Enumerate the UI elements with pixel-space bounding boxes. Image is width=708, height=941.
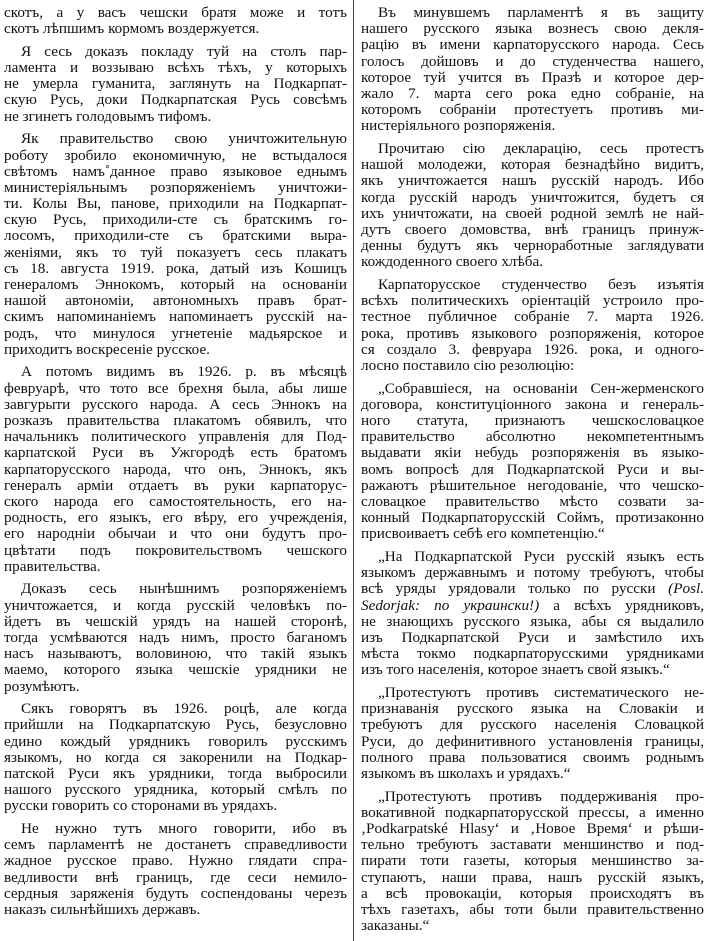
text-line: рока, противъ языкового розпоряженія, которое (361, 324, 704, 342)
paragraph (4, 701, 347, 814)
paragraph (361, 685, 704, 782)
text-line: тогда усмѣваются надъ нимъ, просто баганомъ (4, 628, 347, 646)
text-line: полного права пользоватися своимъ роднымъ (361, 748, 704, 766)
text-segment: а всѣхъ урядниковъ, (539, 596, 704, 614)
text-line: нашего русского языка вознесъ свою декля- (361, 20, 704, 38)
text-line: Сякъ говорятъ въ 1926. роцѣ, але когда (21, 700, 347, 718)
text-line: ражаютъ рѣшительное негодованіе, что чешско- (361, 476, 704, 494)
text-line: ского народа его самостоятельность, его на- (4, 492, 347, 510)
text-line: пирати тоти газеты, которыя меншинство за- (361, 852, 704, 870)
text-line: ти. Колы Вы, панове, приходили на Подкарпат- (4, 195, 347, 213)
text-line: нашой автономіи, автономныхъ правъ брат- (4, 292, 347, 310)
text-line: мѣста токмо подкарпаторусскими урядниками (361, 645, 704, 663)
paragraph (4, 131, 347, 358)
text-line: изъ того населенія, которое знаетъ свой языкъ.“ (361, 661, 670, 679)
text-line: „Протестуютъ противъ систематического не- (378, 684, 704, 701)
paragraph (361, 277, 704, 374)
text-line: не згинетъ голодовымъ тифомъ. (4, 107, 212, 125)
text-line: Руси, до дефинитивного установленія границы, (361, 732, 704, 750)
text-line: свѣтомъ намъ˚данное право языковое еднымъ (4, 162, 347, 180)
italic-interjection: (Posl. (668, 580, 704, 598)
text-line: Не нужно тутъ много говорити, ибо въ (21, 820, 347, 837)
text-line: завгурыти русского народа. А сесь Эннокъ на (4, 395, 347, 413)
text-line: выдавати якіи небудь розпоряженія въ языко- (361, 444, 704, 462)
paragraph (4, 5, 347, 37)
paragraph (361, 549, 704, 679)
text-line: ся создало 3. февруара 1926. рока, и одного- (361, 340, 704, 358)
text-line: приходитъ воскресеніе русское. (4, 340, 210, 358)
text-line: генераломъ Эннокомъ, который на основаніи (4, 276, 347, 293)
text-line: начальникъ политического управленія для Под- (4, 428, 347, 446)
text-line: Прочитаю сію декларацію, сесь протестъ (378, 140, 704, 157)
text-line: правительство абсолютно некомпетентнымъ (361, 428, 704, 446)
text-line: патской Руси якъ урядники, тогда выбросили (4, 764, 347, 782)
text-line: жадное русское право. Нужно глядати спра- (4, 852, 347, 870)
paragraph (4, 364, 347, 574)
text-line: языкомъ державнымъ и потому требуютъ, чтобы (361, 564, 704, 582)
paragraph (4, 821, 347, 918)
text-line: насъ называютъ, воловиною, что такій языкъ (4, 645, 347, 663)
text-line: скотъ лѣпшимъ кормомъ воздержуется. (4, 20, 260, 38)
text-line: ‚Podkarpatské Hlasy‘ и ‚Новое Время‘ и рѣши- (361, 820, 704, 837)
right-column (361, 5, 704, 941)
text-line: требуютъ для русского населенія Словацкой (361, 716, 704, 734)
text-line: „Собравшіеся, на основаніи Сен-жерменского (378, 379, 704, 397)
text-line: Доказъ сесь нынѣшнимъ розпоряженіемъ (21, 580, 347, 598)
left-column (4, 5, 347, 925)
text-line: которое туй учится въ Празѣ и которое дер- (361, 68, 704, 86)
paragraph (361, 141, 704, 271)
text-line: Въ минувшемъ парламентѣ я въ защиту (378, 4, 704, 21)
text-line: ихъ уничтожати, на своей родной землѣ не най- (361, 204, 704, 222)
text-line: сердныя заряженія будуть соспендованы черезъ (4, 884, 347, 902)
text-line: родъ, что минулося угнетеніе мадьярское и (4, 324, 347, 342)
text-line: родность, его языкъ, его вѣру, его учрежденія, (4, 509, 347, 527)
text-line (361, 598, 704, 614)
text-line: Як правительство свою уничтожительную (21, 130, 347, 148)
text-line: лосно поставило сію резолюцію: (361, 356, 575, 374)
text-line: нашого русского урядника, который смѣлъ по (4, 781, 347, 799)
text-line: едино кождый урядникъ говорилъ русскимъ (4, 732, 347, 750)
text-line: скимъ напоминаніемъ напоминаетъ русскій на- (4, 308, 347, 326)
text-line: жало 7. марта сего рока едно собраніе, на (361, 84, 704, 102)
text-line: йдетъ въ чешскій урядъ на нашей сторонѣ, (4, 612, 347, 630)
text-line: присвоиваетъ себѣ его компетенцію.“ (361, 525, 605, 543)
text-line: языкомъ, но когда ся закоренили на Подкар- (4, 748, 347, 766)
text-line: Карпаторусское студенчество безъ изъятія (378, 276, 704, 293)
text-line: лосомъ, приходили-сте съ братскими выра- (4, 227, 347, 245)
text-line: всѣхъ политическихъ оріентацій устроило про- (361, 292, 704, 310)
text-line: не умерла гуманита, заглянуть на Подкарпат- (4, 75, 347, 93)
text-line: рацію въ имени карпаторусского народа. Сесь (361, 36, 704, 54)
paragraph (361, 381, 704, 543)
text-line: нистеріяльного розпоряженія. (361, 117, 556, 135)
text-line: розумѣютъ. (4, 677, 80, 695)
text-line: ведливости внѣ границъ, где сеси немило- (4, 868, 347, 886)
text-line: ного статута, признаютъ чешскословацкое (361, 412, 704, 429)
column-divider (353, 0, 354, 941)
text-line: прийшли на Подкарпатскую Русь, безусловно (4, 716, 347, 734)
text-line: его народніи обычаи и что они будутъ про- (4, 525, 347, 543)
text-segment: всѣ уряды урядовали только по русски (361, 580, 669, 598)
text-line: дутъ своего домовства, внѣ границъ принуж- (361, 220, 704, 238)
text-line: генералъ арміи отдаетъ въ руки карпаторус- (4, 476, 347, 494)
text-line: словацкое правительство мѣсто созвати за- (361, 492, 704, 510)
text-line: розказъ правительства плакатомъ обявилъ, что (4, 412, 347, 429)
text-line: заказаны.“ (361, 917, 430, 935)
text-line: когда русскій народъ уничтожится, будетъ ся (361, 188, 704, 206)
text-line: семъ парламентѣ не достанетъ справедливости (4, 836, 347, 854)
text-line: вомъ вопросѣ для Подкарпатской Руси и вы- (361, 460, 704, 478)
text-line: скотъ, а у васъ чешски братя може и тотъ (4, 4, 347, 21)
text-line: скую Русь, доки Подкарпатская Русь совсѣмъ (4, 91, 347, 109)
text-line: роботу зробило економичную, не встыдалося (4, 146, 347, 164)
text-line: договора, конституціонного закона и генераль- (361, 395, 704, 413)
text-line: карпатской Руси въ Ужгородѣ есть братомъ (4, 444, 347, 462)
text-line: тѣхъ газетахъ, абы тоти были правительственно (361, 900, 704, 918)
text-line: февруарѣ, что тото все брехня была, абы лише (4, 379, 347, 397)
text-line: кождоденного своего хлѣба. (361, 253, 544, 271)
text-line: денны будутъ якъ черноработные заглядувати (361, 237, 704, 255)
text-line: тельно требуютъ заставати меншинство и под- (361, 836, 704, 854)
text-line: „Протестуютъ противъ поддерживанія про- (378, 787, 704, 805)
text-line: министеріяльнымъ розпоряженіемъ уничтожи- (4, 178, 347, 196)
text-line: женіями, якъ то туй показуетъ сесь плакатъ (4, 243, 347, 261)
text-line: изъ Подкарпатской Руси и замѣстило ихъ (361, 628, 704, 646)
text-line: Я сесь доказъ покладу туй на столъ пар- (21, 42, 347, 60)
text-line: ступаютъ, наши права, нашъ русскій языкъ, (361, 868, 704, 886)
text-line: карпаторусского народа, что онъ, Эннокъ, якъ (4, 460, 347, 478)
paragraph (361, 789, 704, 935)
text-line: ламента и воззываю всѣхъ тѣхъ, у которыхъ (4, 59, 347, 77)
text-line: съ 18. августа 1919. рока, датый изъ Кошицъ (4, 259, 347, 277)
text-line: конный Подкарпаторусскій Соймъ, протизаконно (361, 509, 704, 527)
text-line: признаванія русского языка на Словакіи и (361, 700, 704, 718)
text-line: наказъ сильнѣйшихъ державъ. (4, 900, 201, 918)
text-line: нашой молодежи, которая безнадѣйно видитъ, (361, 156, 704, 174)
text-line (361, 581, 704, 597)
text-line: „На Подкарпатской Руси русскій языкъ есть (378, 548, 704, 565)
text-line: скую Русь, приходили-сте съ братскимъ го- (4, 211, 347, 229)
text-line: уничтожается, и когда русскій человѣкъ по- (4, 596, 347, 614)
text-line: А потомъ видимъ въ 1926. р. въ мѣсяцѣ (21, 363, 347, 381)
paragraph (4, 581, 347, 694)
text-line: якъ уничтожается нашъ русскій народъ. Ибо (361, 172, 704, 190)
text-line: русски говорить со сторонами въ урядахъ. (4, 797, 278, 815)
italic-interjection: Sedorjak: по украински!) (361, 596, 540, 614)
text-line: правительства. (4, 557, 101, 575)
text-line: а всѣ провокаціи, которыя происходятъ въ (361, 884, 704, 902)
text-line: голосъ дойшовъ и до студенчества нашего, (361, 52, 704, 70)
text-line: языкомъ въ школахъ и урядахъ.“ (361, 764, 571, 782)
text-line: вокативной подкарпаторусской прессы, а именно (361, 803, 704, 821)
text-line: не знающихъ русского языка, абы ся выдалило (361, 612, 704, 630)
paragraph (4, 44, 347, 125)
text-line: цвѣтати подъ покровительствомъ чешского (4, 541, 347, 559)
text-line: маемо, которого языка чешскіе урядники не (4, 661, 347, 679)
paragraph (361, 5, 704, 135)
text-line: тестное публичное собраніе 7. марта 1926. (361, 308, 704, 326)
text-line: которомъ собраніи протестуетъ противъ ми- (361, 101, 704, 119)
